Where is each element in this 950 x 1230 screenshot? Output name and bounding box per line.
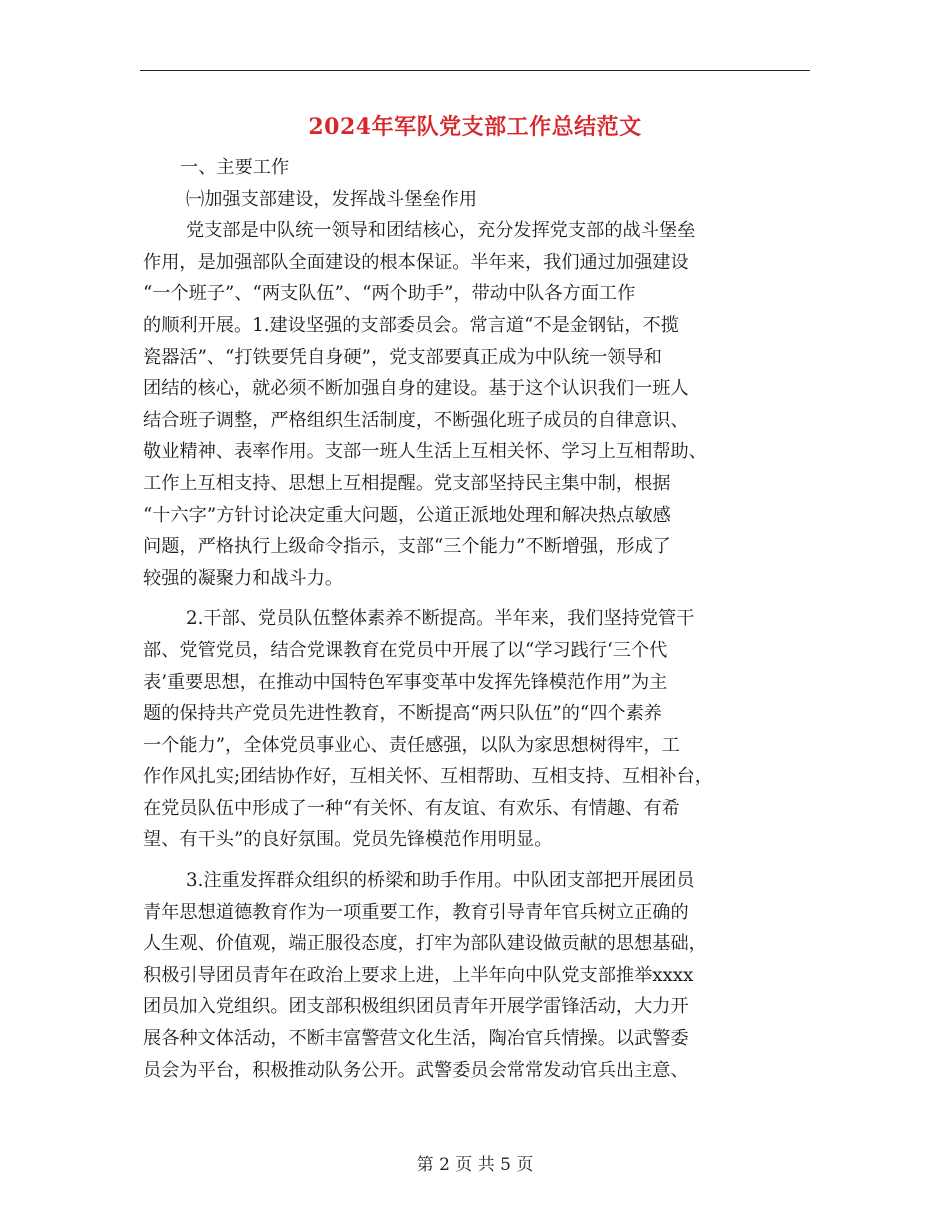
paragraph-line: 结合班子调整，严格组织生活制度，不断强化班子成员的自律意识、 [143,409,689,431]
paragraph-line: “十六字”方针讨论决定重大问题，公道正派地处理和解决热点敏感 [143,504,671,526]
paragraph-line: 积极引导团员青年在政治上要求上进，上半年向中队党支部推举xxxx [143,964,694,986]
paragraph-line: 题的保持共产党员先进性教育，不断提高“两只队伍”的“四个素养 [143,703,662,725]
paragraph-line: 人生观、价值观，端正服役态度，打牢为部队建设做贡献的思想基础， [143,933,707,955]
paragraph-line: 作作风扎实;团结协作好，互相关怀、互相帮助、互相支持、互相补台， [143,766,713,788]
paragraph-line: 作用，是加强部队全面建设的根本保证。半年来，我们通过加强建设 [143,251,689,273]
paragraph-line: 的顺利开展。1.建设坚强的支部委员会。常言道“不是金钢钻，不揽 [143,314,679,336]
paragraph-line: 部、党管党员，结合党课教育在党员中开展了以“学习践行‘三个代 [143,639,668,661]
paragraph-line: 较强的凝聚力和战斗力。 [143,567,344,589]
page-footer: 第 2 页 共 5 页 [416,1155,534,1175]
paragraph-line: 员会为平台，积极推动队务公开。武警委员会常常发动官兵出主意、 [143,1059,689,1081]
paragraph-line: 党支部是中队统一领导和团结核心，充分发挥党支部的战斗堡垒 [186,220,696,242]
document-body [143,152,823,1086]
paragraph-line: 敬业精神、表率作用。支部一班人生活上互相关怀、学习上互相帮助、 [143,441,707,463]
paragraph-line: 2.干部、党员队伍整体素养不断提高。半年来，我们坚持党管干 [186,608,695,630]
paragraph-line: 工作上互相支持、思想上互相提醒。党支部坚持民主集中制，根据 [143,472,671,494]
paragraph-line: 表’重要思想，在推动中国特色军事变革中发挥先锋模范作用”为主 [143,671,668,693]
paragraph-line: 青年思想道德教育作为一项重要工作，教育引导青年官兵树立正确的 [143,901,689,923]
paragraph-line: “一个班子”、“两支队伍”、“两个助手”，带动中队各方面工作 [143,283,636,305]
section-heading: 一、主要工作 [180,157,290,178]
header-rule [140,70,810,71]
subsection-heading: ㈠加强支部建设，发挥战斗堡垒作用 [186,188,478,210]
paragraph-line: 团员加入党组织。团支部积极组织团员青年开展学雷锋活动，大力开 [143,996,689,1018]
paragraph-line: 团结的核心，就必须不断加强自身的建设。基于这个认识我们一班人 [143,378,689,400]
paragraph-line: 望、有干头”的良好氛围。党员先锋模范作用明显。 [143,829,553,851]
paragraph-line: 问题，严格执行上级命令指示，支部“三个能力”不断增强，形成了 [143,536,671,558]
document-title: 2024年军队党支部工作总结范文 [308,114,642,140]
paragraph-line: 展各种文体活动，不断丰富警营文化生活，陶冶官兵情操。以武警委 [143,1028,689,1050]
paragraph-line: 在党员队伍中形成了一种“有关怀、有友谊、有欢乐、有情趣、有希 [143,797,680,819]
paragraph-line: 一个能力”，全体党员事业心、责任感强，以队为家思想树得牢，工 [143,734,680,756]
paragraph-line: 瓷器活”、“打铁要凭自身硬”，党支部要真正成为中队统一领导和 [143,346,662,368]
paragraph-line: 3.注重发挥群众组织的桥梁和助手作用。中队团支部把开展团员 [186,870,695,892]
